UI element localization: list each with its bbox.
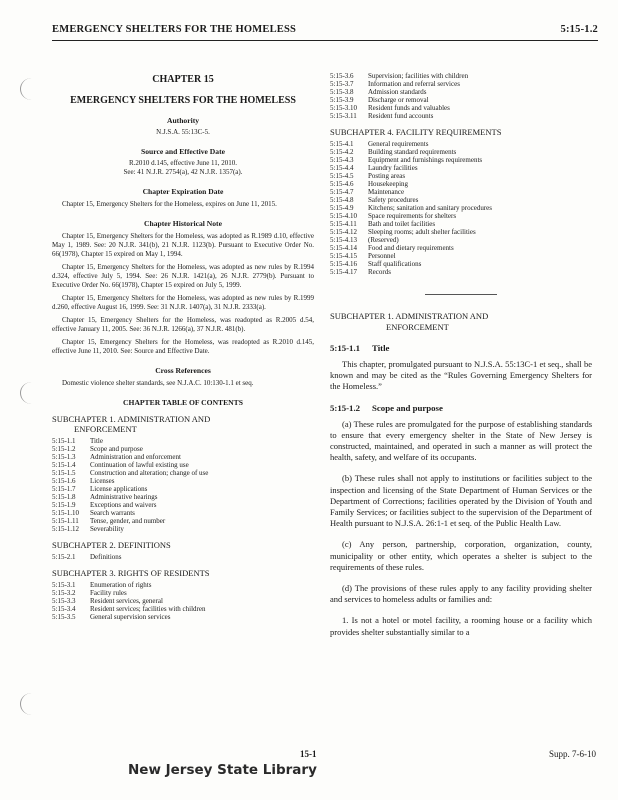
toc-entry xyxy=(52,589,314,597)
toc-entry-number: 5:15-3.3 xyxy=(52,597,76,605)
toc-entry-number: 5:15-4.1 xyxy=(330,140,354,148)
toc-entry-number: 5:15-4.13 xyxy=(330,236,358,244)
toc-entry xyxy=(330,156,592,164)
right-column xyxy=(330,72,592,638)
toc-entry-number: 5:15-1.6 xyxy=(52,477,76,485)
toc-entry-title: Title xyxy=(90,437,103,445)
toc-entry-title: Resident services, general xyxy=(90,597,163,605)
subchapter-heading xyxy=(330,311,592,333)
toc-entry xyxy=(330,104,592,112)
toc-entry-title: Personnel xyxy=(368,252,396,260)
subchapter-heading-line: SUBCHAPTER 1. ADMINISTRATION AND xyxy=(330,311,489,321)
table-of-contents-heading: CHAPTER TABLE OF CONTENTS xyxy=(123,398,243,407)
toc-entry-number: 5:15-1.4 xyxy=(52,461,76,469)
toc-entry-title: Administrative hearings xyxy=(90,493,158,501)
toc-subchapter-heading xyxy=(52,414,314,434)
toc-entry-title: (Reserved) xyxy=(368,236,399,244)
toc-list xyxy=(52,437,314,533)
toc-entry xyxy=(330,228,592,236)
header-title: EMERGENCY SHELTERS FOR THE HOMELESS xyxy=(52,24,297,35)
toc-entry-number: 5:15-1.2 xyxy=(52,445,76,453)
toc-entry-title: Search warrants xyxy=(90,509,135,517)
toc-entry-number: 5:15-3.10 xyxy=(330,104,358,112)
toc-entry xyxy=(330,236,592,244)
toc-list xyxy=(52,581,314,621)
toc-entry xyxy=(330,212,592,220)
binder-hole-mark xyxy=(20,693,43,715)
toc-entry xyxy=(52,493,314,501)
toc-entry-title: Discharge or removal xyxy=(368,96,429,104)
toc-entry-number: 5:15-4.10 xyxy=(330,212,358,220)
toc-entry xyxy=(330,196,592,204)
toc-entry xyxy=(52,605,314,613)
toc-entry-title: Food and dietary requirements xyxy=(368,244,454,252)
history-note: Chapter 15, Emergency Shelters for the Homeless, was adopted as new rules by R.1994 d.324, effective July 5, 1994. See: 26 N.J.R. 1421(a), 26 N.J.R. 2779(b). Pursuant to Executive Order No. 66(1978), Chapter 15 expired on July 5, 1999. xyxy=(52,263,314,289)
library-stamp: New Jersey State Library xyxy=(128,762,317,778)
header-section-code: 5:15-1.2 xyxy=(560,24,598,35)
toc-entry-title: Staff qualifications xyxy=(368,260,422,268)
source-line: R.2010 d.145, effective June 11, 2010. xyxy=(128,159,238,167)
history-note: Chapter 15, Emergency Shelters for the Homeless, was adopted as R.1989 d.10, effective May 1, 1989. See: 20 N.J.R. 341(b), 21 N.J.R. 1123(b). Pursuant to Executive Order No. 66(1978), Chapter 15 expired on May 1, 1994. xyxy=(52,232,314,258)
toc-entry-number: 5:15-4.6 xyxy=(330,180,354,188)
toc-entry-number: 5:15-3.6 xyxy=(330,72,354,80)
section-paragraph: (c) Any person, partnership, corporation, organization, county, municipality or other entity, which operates a shelter is subject to the requirements of these rules. xyxy=(330,539,592,572)
subchapter-heading-line: ENFORCEMENT xyxy=(386,322,449,332)
toc-list xyxy=(330,140,592,276)
toc-entry xyxy=(52,477,314,485)
chapter-title: EMERGENCY SHELTERS FOR THE HOMELESS xyxy=(70,95,296,106)
toc-entry xyxy=(330,172,592,180)
toc-entry-title: License applications xyxy=(90,485,148,493)
toc-subchapter-heading: SUBCHAPTER 2. DEFINITIONS xyxy=(52,540,171,550)
toc-entry-number: 5:15-1.10 xyxy=(52,509,80,517)
toc-subchapter-line: SUBCHAPTER 1. ADMINISTRATION AND xyxy=(52,414,211,424)
toc-entry-title: Maintenance xyxy=(368,188,405,196)
toc-entry xyxy=(52,613,314,621)
toc-entry xyxy=(330,112,592,120)
chapter-number: CHAPTER 15 xyxy=(152,74,214,85)
toc-entry-number: 5:15-4.5 xyxy=(330,172,354,180)
section-paragraph: This chapter, promulgated pursuant to N.J.S.A. 55:13C-1 et seq., shall be known and may be cited as the “Rules Governing Emergency Shelters for the Homeless.” xyxy=(330,359,592,392)
toc-entry-number: 5:15-1.12 xyxy=(52,525,80,533)
toc-entry-title: Safety procedures xyxy=(368,196,419,204)
toc-entry-title: General supervision services xyxy=(90,613,171,621)
toc-entry-title: Records xyxy=(368,268,391,276)
toc-entry-title: Licenses xyxy=(90,477,115,485)
toc-entry-number: 5:15-3.5 xyxy=(52,613,76,621)
toc-entry-title: Resident fund accounts xyxy=(368,112,434,120)
toc-entry xyxy=(330,252,592,260)
section-paragraph: (a) These rules are promulgated for the purpose of establishing standards to ensure that every emergency shelter in the State of New Jersey is constructed, maintained, and operated in such a manner as will protect the health, safety, and welfare of its occupants. xyxy=(330,418,592,463)
authority-heading: Authority xyxy=(166,116,200,125)
toc-entry-number: 5:15-4.15 xyxy=(330,252,358,260)
toc-entry-number: 5:15-3.8 xyxy=(330,88,354,96)
toc-subchapter-heading: SUBCHAPTER 4. FACILITY REQUIREMENTS xyxy=(330,127,502,137)
toc-entry-title: Sleeping rooms; adult shelter facilities xyxy=(368,228,476,236)
section-divider xyxy=(425,294,497,295)
toc-entry xyxy=(330,88,592,96)
toc-entry-number: 5:15-1.1 xyxy=(52,437,76,445)
page-number: 15-1 xyxy=(300,749,317,759)
binder-hole-mark xyxy=(20,78,43,100)
toc-entry-title: Scope and purpose xyxy=(90,445,143,453)
toc-entry-title: Resident services; facilities with children xyxy=(90,605,206,613)
toc-entry-title: Supervision; facilities with children xyxy=(368,72,469,80)
toc-entry-title: Bath and toilet facilities xyxy=(368,220,436,228)
toc-entry xyxy=(52,485,314,493)
section-heading xyxy=(330,343,592,353)
toc-entry-number: 5:15-4.14 xyxy=(330,244,358,252)
header-rule xyxy=(52,40,598,41)
toc-entry xyxy=(52,597,314,605)
section-number: 5:15-1.1 xyxy=(330,343,361,353)
toc-entry-title: Definitions xyxy=(90,553,122,561)
toc-entry xyxy=(330,220,592,228)
toc-entry xyxy=(330,180,592,188)
toc-entry xyxy=(52,501,314,509)
toc-entry-number: 5:15-1.3 xyxy=(52,453,76,461)
cross-references-heading: Cross References xyxy=(155,366,211,375)
toc-entry-number: 5:15-4.11 xyxy=(330,220,357,228)
toc-entry xyxy=(330,164,592,172)
toc-entry xyxy=(330,204,592,212)
toc-entry-number: 5:15-3.7 xyxy=(330,80,354,88)
section-paragraph: 1. Is not a hotel or motel facility, a rooming house or a facility which provides shelter substantially similar to a xyxy=(330,615,592,637)
toc-entry-title: Facility rules xyxy=(90,589,127,597)
expiration-text: Chapter 15, Emergency Shelters for the Homeless, expires on June 11, 2015. xyxy=(62,200,277,208)
toc-entry-title: Posting areas xyxy=(368,172,406,180)
toc-entry xyxy=(52,517,314,525)
toc-entry xyxy=(52,437,314,445)
toc-entry-number: 5:15-3.1 xyxy=(52,581,76,589)
toc-subchapter-line: ENFORCEMENT xyxy=(74,424,137,434)
toc-entry-title: Administration and enforcement xyxy=(90,453,181,461)
section-paragraph: (b) These rules shall not apply to institutions or facilities subject to the inspection and licensing of the State Department of Human Services or the Department of Corrections; facilities operated by the Division of Youth and Family Services; or facilities subject to the supervision of the Department of Health pursuant to N.J.S.A. 26:1-1 et seq. of the Public Health Law. xyxy=(330,473,592,529)
toc-entry-title: Building standard requirements xyxy=(368,148,457,156)
history-note: Chapter 15, Emergency Shelters for the Homeless, was adopted as new rules by R.1999 d.260, effective August 16, 1999. See: 31 N.J.R. 1407(a), 31 N.J.R. 2333(a). xyxy=(52,294,314,311)
toc-entry-number: 5:15-4.8 xyxy=(330,196,354,204)
section-heading xyxy=(330,403,592,413)
toc-list xyxy=(330,72,592,120)
toc-entry-number: 5:15-1.8 xyxy=(52,493,76,501)
toc-entry-number: 5:15-3.9 xyxy=(330,96,354,104)
left-column xyxy=(52,68,314,621)
toc-entry-number: 5:15-3.11 xyxy=(330,112,357,120)
toc-list xyxy=(52,553,314,561)
source-line: See: 41 N.J.R. 2754(a), 42 N.J.R. 1357(a). xyxy=(123,168,243,176)
toc-entry-number: 5:15-4.9 xyxy=(330,204,354,212)
supplement-date: Supp. 7-6-10 xyxy=(549,749,596,759)
toc-entry-title: Enumeration of rights xyxy=(90,581,152,589)
toc-entry xyxy=(52,525,314,533)
toc-entry-title: Exceptions and waivers xyxy=(90,501,157,509)
toc-entry-title: Tense, gender, and number xyxy=(90,517,166,525)
toc-entry xyxy=(330,96,592,104)
authority-text: N.J.S.A. 55:13C-5. xyxy=(156,128,210,136)
toc-entry xyxy=(52,509,314,517)
toc-entry-title: Resident funds and valuables xyxy=(368,104,450,112)
toc-entry-title: Space requirements for shelters xyxy=(368,212,457,220)
toc-entry-number: 5:15-1.5 xyxy=(52,469,76,477)
toc-entry-number: 5:15-4.3 xyxy=(330,156,354,164)
toc-entry-title: Admission standards xyxy=(368,88,427,96)
section-number: 5:15-1.2 xyxy=(330,402,361,413)
toc-entry xyxy=(52,445,314,453)
binder-hole-mark xyxy=(20,382,43,404)
toc-entry xyxy=(52,553,314,561)
cross-references-text: Domestic violence shelter standards, see N.J.A.C. 10:130-1.1 et seq. xyxy=(62,379,254,387)
toc-entry-number: 5:15-4.12 xyxy=(330,228,358,236)
toc-entry-number: 5:15-4.16 xyxy=(330,260,358,268)
expiration-heading: Chapter Expiration Date xyxy=(142,187,224,196)
toc-entry-number: 5:15-1.11 xyxy=(52,517,79,525)
section-title: Scope and purpose xyxy=(372,402,443,413)
toc-entry-number: 5:15-3.4 xyxy=(52,605,76,613)
history-heading: Chapter Historical Note xyxy=(144,219,222,228)
toc-entry xyxy=(330,148,592,156)
section-title: Title xyxy=(372,343,390,353)
toc-entry-number: 5:15-2.1 xyxy=(52,553,76,561)
toc-entry-title: Laundry facilities xyxy=(368,164,418,172)
toc-entry-number: 5:15-4.17 xyxy=(330,268,358,276)
source-heading: Source and Effective Date xyxy=(140,147,225,156)
toc-entry-title: Construction and alteration; change of use xyxy=(90,469,209,477)
toc-entry xyxy=(330,260,592,268)
toc-entry xyxy=(330,140,592,148)
toc-entry xyxy=(330,268,592,276)
toc-entry-title: Severability xyxy=(90,525,124,533)
toc-entry-title: Kitchens; sanitation and sanitary procedures xyxy=(368,204,493,212)
toc-entry-title: Equipment and furnishings requirements xyxy=(368,156,483,164)
history-note: Chapter 15, Emergency Shelters for the Homeless, was readopted as R.2005 d.54, effective January 11, 2005. See: 36 N.J.R. 1266(a), 37 N.J.R. 481(b). xyxy=(52,316,314,333)
toc-entry xyxy=(330,188,592,196)
toc-entry-number: 5:15-1.9 xyxy=(52,501,76,509)
toc-entry-number: 5:15-4.2 xyxy=(330,148,354,156)
toc-entry xyxy=(330,72,592,80)
toc-entry-title: Continuation of lawful existing use xyxy=(90,461,189,469)
toc-entry xyxy=(52,453,314,461)
toc-entry-title: Housekeeping xyxy=(368,180,409,188)
toc-entry xyxy=(330,244,592,252)
toc-entry xyxy=(52,461,314,469)
toc-subchapter-heading: SUBCHAPTER 3. RIGHTS OF RESIDENTS xyxy=(52,568,210,578)
toc-entry-number: 5:15-3.2 xyxy=(52,589,76,597)
toc-entry-number: 5:15-4.4 xyxy=(330,164,354,172)
toc-entry-title: Information and referral services xyxy=(368,80,460,88)
history-note: Chapter 15, Emergency Shelters for the Homeless, was readopted as R.2010 d.145, effective June 11, 2010. See: Source and Effective Date. xyxy=(52,338,314,355)
toc-entry-number: 5:15-1.7 xyxy=(52,485,76,493)
toc-entry-title: General requirements xyxy=(368,140,429,148)
toc-entry xyxy=(330,80,592,88)
section-paragraph: (d) The provisions of these rules apply to any facility providing shelter and services to homeless adults or families and: xyxy=(330,583,592,605)
toc-entry xyxy=(52,469,314,477)
toc-entry-number: 5:15-4.7 xyxy=(330,188,354,196)
source-text xyxy=(52,159,314,177)
toc-entry xyxy=(52,581,314,589)
